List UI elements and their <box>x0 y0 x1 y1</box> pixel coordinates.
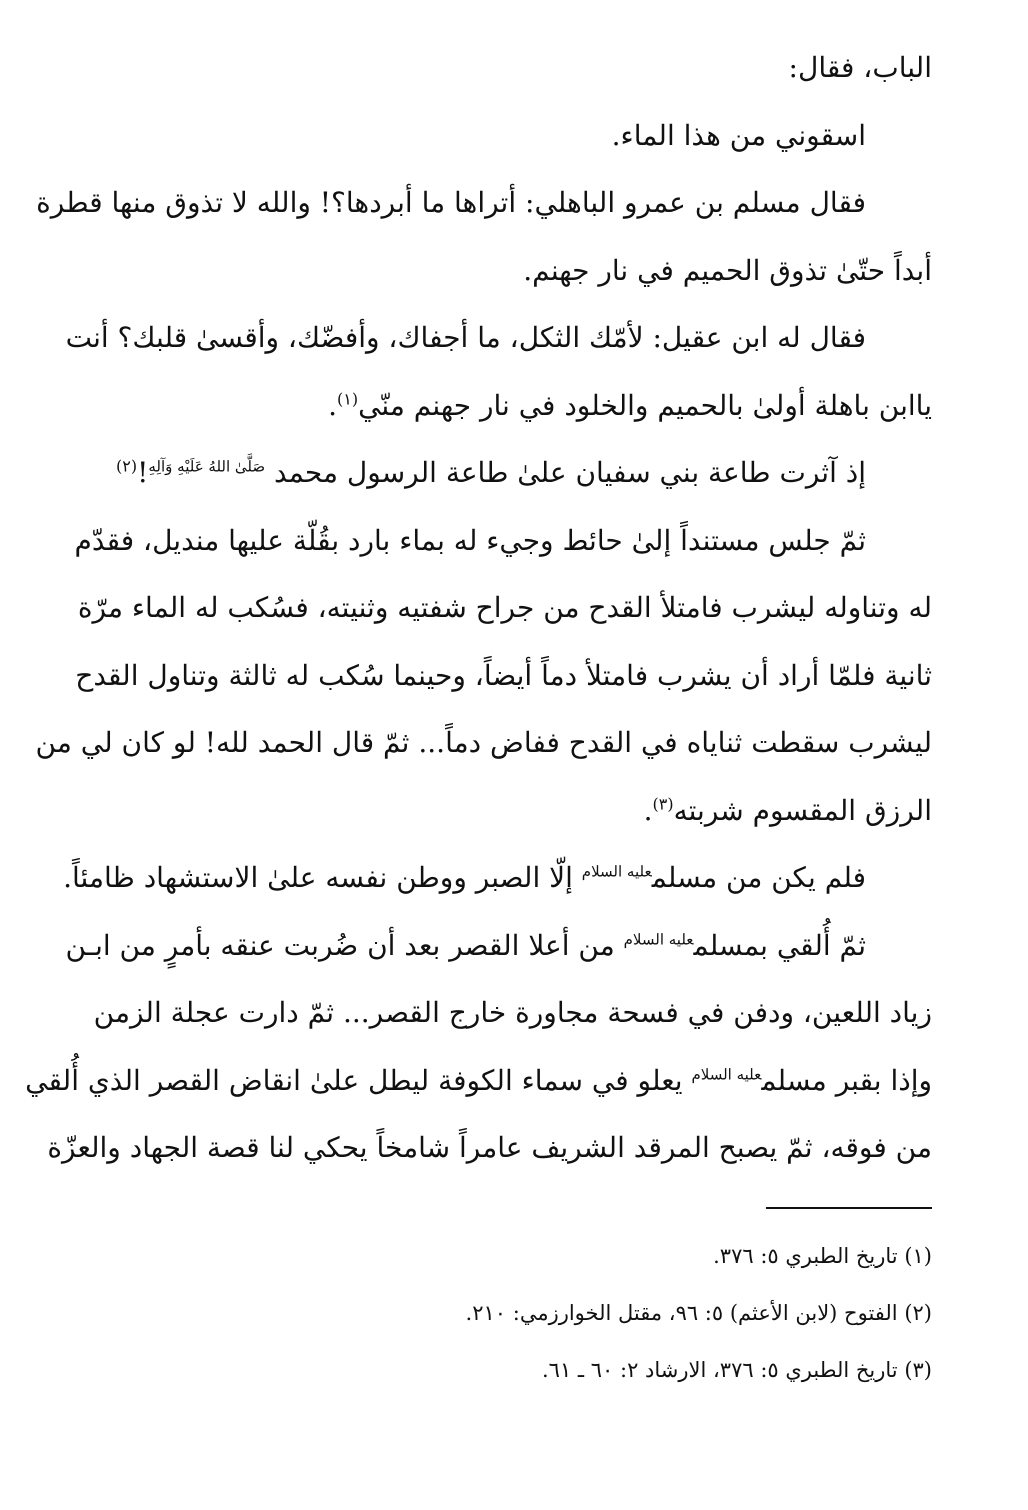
footnote-ref: (٣) <box>652 794 674 814</box>
text-run: من أعلا القصر بعد أن ضُربت عنقه بأمرٍ من ابـن <box>65 928 624 962</box>
text-line: الباب، فقال: <box>788 51 932 84</box>
text-line <box>25 1047 932 1115</box>
text-run: فلم يكن من مسلم <box>651 861 866 894</box>
honorific-mark: عليه السلام <box>581 862 652 881</box>
text-line <box>96 372 932 440</box>
text-line: زياد اللعين، ودفن في فسحة مجاورة خارج القصر... ثمّ دارت عجلة الزمن <box>93 996 932 1029</box>
text-line <box>96 439 932 507</box>
honorific-mark: عليه السلام <box>691 1065 762 1084</box>
text-run: الرزق المقسوم شربته <box>673 793 932 827</box>
text-run: يعلو في سماء الكوفة ليطل علىٰ انقاض القصر الذي أُلقي <box>25 1063 692 1097</box>
text-line: فقال له ابن عقيل: لأمّك الثكل، ما أجفاك، وأفضّك، وأقسىٰ قلبك؟ أنت <box>65 321 866 354</box>
footnote-ref: (٢) <box>116 456 138 476</box>
text-line <box>65 912 932 980</box>
footnote-ref: (١) <box>336 389 359 409</box>
text-line: له وتناوله ليشرب فامتلأ القدح من جراح شفتيه وثنيته، فسُكب له الماء مرّة <box>77 591 932 624</box>
text-run: . <box>328 388 337 422</box>
text-run: وإذا بقبر مسلم <box>761 1063 932 1097</box>
text-line: فقال مسلم بن عمرو الباهلي: أتراها ما أبردها؟! والله لا تذوق منها قطرة <box>36 186 866 219</box>
footnote: (١) تاريخ الطبري ٥: ٣٧٦. <box>713 1244 932 1268</box>
text-run: إلّا الصبر ووطن نفسه علىٰ الاستشهاد ظامئاً. <box>63 861 582 894</box>
footnote: (٣) تاريخ الطبري ٥: ٣٧٦، الارشاد ٢: ٦٠ ـ ٦١. <box>541 1358 932 1382</box>
honorific-mark: صَلَّىٰ اللهُ عَلَيْهِ وَآلِهِ <box>148 457 266 476</box>
text-line <box>96 777 932 845</box>
text-line: ثانية فلمّا أراد أن يشرب فامتلأ دماً أيضاً، وحينما سُكب له ثالثة وتناول القدح <box>75 658 932 692</box>
text-run: ثمّ أُلقي بمسلم <box>693 928 866 962</box>
text-line: ثمّ جلس مستنداً إلىٰ حائط وجيء له بماء بارد بقُلّة عليها منديل، فقدّم <box>74 523 866 557</box>
honorific-mark: عليه السلام <box>623 930 694 949</box>
text-line: اسقوني من هذا الماء. <box>611 118 866 152</box>
footnote: (٢) الفتوح (لابن الأعثم) ٥: ٩٦، مقتل الخوارزمي: ٢١٠. <box>465 1301 932 1325</box>
text-line: ليشرب سقطت ثناياه في القدح ففاض دماً... ثمّ قال الحمد لله! لو كان لي من <box>35 726 932 759</box>
footnotes <box>96 1228 932 1399</box>
text-run: ياابن باهلة أولىٰ بالحميم والخلود في نار جهنم منّي <box>358 388 932 422</box>
text-run: إذ آثرت طاعة بني سفيان علىٰ طاعة الرسول محمد <box>274 456 866 489</box>
text-run: ! <box>137 456 149 489</box>
footnote-separator <box>766 1207 932 1209</box>
text-line: من فوقه، ثمّ يصبح المرقد الشريف عامراً شامخاً يحكي لنا قصة الجهاد والعزّة <box>47 1131 932 1164</box>
text-run: . <box>643 793 653 827</box>
text-line: أبداً حتّىٰ تذوق الحميم في نار جهنم. <box>523 253 932 287</box>
page-body <box>25 34 932 1182</box>
text-line <box>63 844 932 912</box>
